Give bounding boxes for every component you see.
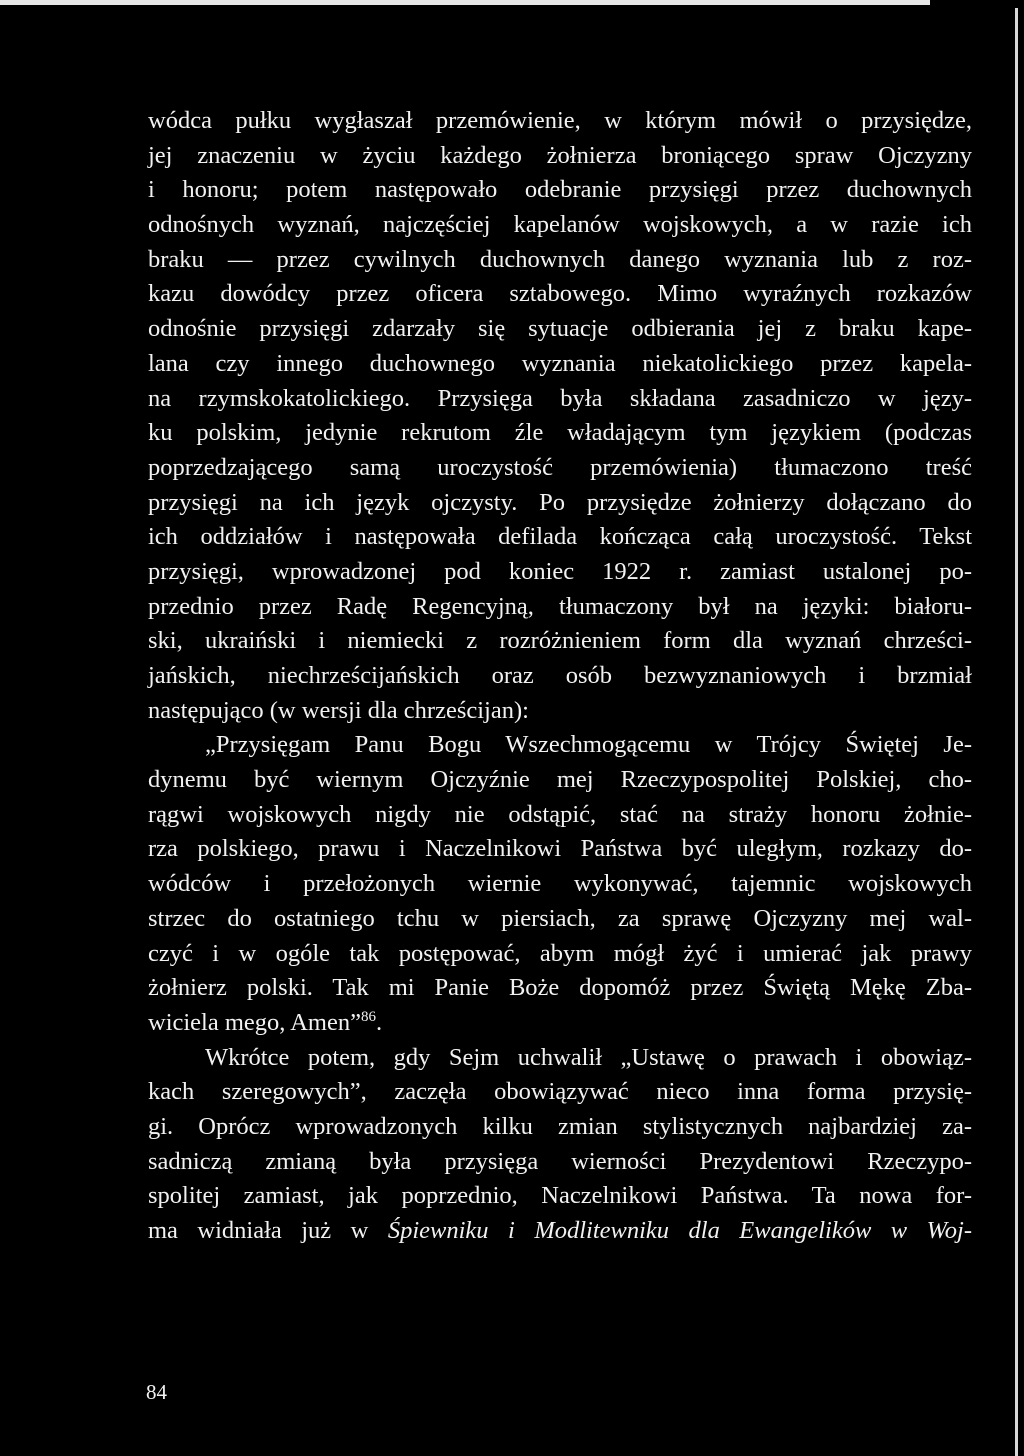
oath-first-line: „Przysięgam Panu Bogu Wszechmogącemu w Trójcy Świętej Je-	[205, 731, 972, 759]
text-line: sadniczą zmianą była przysięga wierności Prezydentowi Rzeczypo-	[148, 1147, 972, 1175]
text-line: przysięgi na ich język ojczysty. Po przysiędze żołnierzy dołączano do	[148, 488, 972, 516]
text-line-start: ma widniała już w	[148, 1217, 388, 1244]
scan-top-border	[0, 0, 930, 5]
text-line: kach szeregowych”, zaczęła obowiązywać nieco inna forma przysię-	[148, 1078, 972, 1106]
oath-end-period: .	[375, 1008, 383, 1036]
text-line: przysięgi, wprowadzonej pod koniec 1922 r. zamiast ustalonej po-	[148, 557, 972, 585]
text-line: na rzymskokatolickiego. Przysięga była składana zasadniczo w języ-	[148, 384, 972, 412]
book-title-italic: Śpiewniku i Modlitewniku dla Ewangelików w Woj-	[387, 1217, 972, 1244]
text-line: poprzedzającego samą uroczystość przemówienia) tłumaczono treść	[148, 453, 972, 481]
oath-last-line	[148, 1006, 972, 1041]
text-line: ku polskim, jedynie rekrutom źle władającym tym językiem (podczas	[148, 419, 972, 447]
oath-end-text: wiciela mego, Amen”	[148, 1008, 361, 1036]
text-line: następująco (w wersji dla chrześcijan):	[148, 696, 529, 724]
oath-line: rza polskiego, prawu i Naczelnikowi Państwa być uległym, rozkazy do-	[148, 835, 972, 863]
text-line: odnośnie przysięgi zdarzały się sytuacje odbierania jej z braku kape-	[148, 315, 972, 343]
text-line: ski, ukraiński i niemiecki z rozróżnieniem form dla wyznań chrześci-	[148, 627, 972, 655]
page-number: 84	[146, 1380, 167, 1404]
oath-line: żołnierz polski. Tak mi Panie Boże dopomóż przez Świętą Mękę Zba-	[148, 974, 972, 1002]
text-line: odnośnych wyznań, najczęściej kapelanów wojskowych, a w razie ich	[148, 211, 972, 239]
oath-line: strzec do ostatniego tchu w piersiach, za sprawę Ojczyzny mej wal-	[148, 904, 972, 932]
text-line: spolitej zamiast, jak poprzednio, Naczelnikowi Państwa. Ta nowa for-	[148, 1182, 972, 1210]
text-line: ich oddziałów i następowała defilada kończąca całą uroczystość. Tekst	[148, 523, 972, 551]
text-line: kazu dowódcy przez oficera sztabowego. Mimo wyraźnych rozkazów	[148, 280, 972, 308]
oath-line: dynemu być wiernym Ojczyźnie mej Rzeczypospolitej Polskiej, cho-	[148, 766, 972, 794]
oath-line: wódców i przełożonych wiernie wykonywać, tajemnic wojskowych	[148, 870, 972, 898]
oath-line: czyć i w ogóle tak postępować, abym mógł żyć i umierać jak prawy	[148, 939, 972, 967]
text-line: braku — przez cywilnych duchownych danego wyznania lub z roz-	[148, 245, 972, 273]
text-line: jej znaczeniu w życiu każdego żołnierza broniącego spraw Ojczyzny	[148, 141, 972, 169]
paragraph-first-line: Wkrótce potem, gdy Sejm uchwalił „Ustawę o prawach i obowiąz-	[205, 1043, 972, 1071]
text-line: jańskich, niechrześcijańskich oraz osób bezwyznaniowych i brzmiał	[148, 662, 972, 689]
text-line: i honoru; potem następowało odebranie przysięgi przez duchownych	[148, 176, 972, 204]
text-line-with-title	[148, 1214, 972, 1249]
oath-line: rągwi wojskowych nigdy nie odstąpić, stać na straży honoru żołnie-	[148, 800, 972, 828]
text-line: lana czy innego duchownego wyznania niekatolickiego przez kapela-	[148, 349, 972, 377]
footnote-reference: 86	[360, 1008, 376, 1025]
scan-right-border	[1015, 8, 1018, 1456]
body-text	[148, 104, 972, 1249]
text-line: gi. Oprócz wprowadzonych kilku zmian stylistycznych najbardziej za-	[148, 1112, 972, 1140]
text-line: przednio przez Radę Regencyjną, tłumaczony był na języki: białoru-	[148, 592, 972, 620]
text-line: wódca pułku wygłaszał przemówienie, w którym mówił o przysiędze,	[148, 107, 972, 134]
